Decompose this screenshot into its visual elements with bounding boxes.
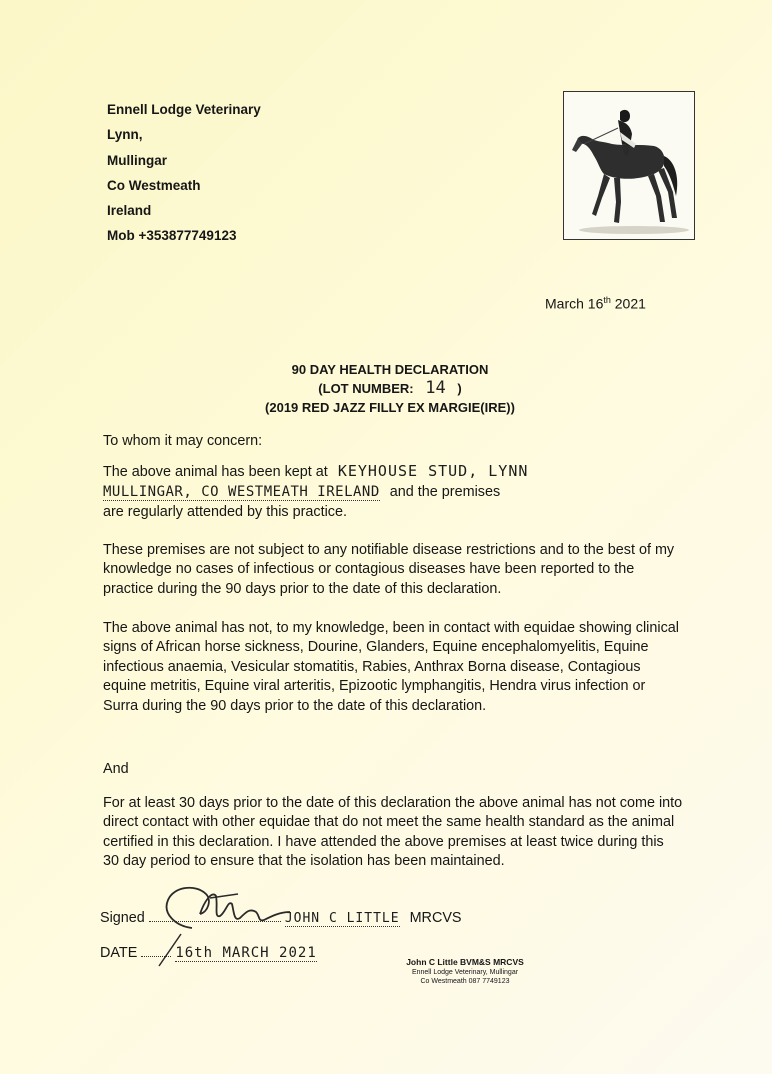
address-line: Co Westmeath — [107, 177, 201, 193]
handwritten-signature — [140, 878, 300, 938]
date-month-day: March 16 — [545, 295, 604, 312]
date-line — [100, 945, 317, 961]
practice-phone: Mob +353877749123 — [107, 228, 237, 244]
lot-number-line: (LOT NUMBER: 14 ) — [318, 378, 462, 398]
credential: MRCVS — [409, 910, 462, 926]
lot-number-handwritten: 14 — [425, 378, 446, 398]
vet-stamp — [385, 958, 545, 987]
date-handwritten: 16th MARCH 2021 — [175, 945, 317, 961]
stamp-name: John C Little BVM&S MRCVS — [406, 957, 524, 967]
letter-date — [545, 295, 646, 312]
location-handwritten-1: KEYHOUSE STUD, LYNN — [337, 462, 529, 480]
horse-jockey-icon — [564, 92, 694, 239]
declaration-heading — [230, 360, 550, 417]
signed-label: Signed — [100, 910, 145, 926]
date-year: 2021 — [614, 295, 646, 312]
disease-restrictions-paragraph: These premises are not subject to any notifiable disease restrictions and to the best of my knowledge no cases of infectious or contagious diseases have been reported to the practice during the 90 days prior to the date of this declaration. — [103, 542, 675, 597]
practice-name: Ennell Lodge Veterinary — [107, 102, 261, 117]
date-suffix: th — [603, 295, 611, 305]
premises-paragraph: The above animal has been kept at KEYHOUSE STUD, LYNN MULLINGAR, CO WESTMEATH IRELAND and the premises are regularly attended by this practice. — [103, 462, 529, 520]
and-connector: And — [103, 761, 129, 777]
address-line: Mullingar — [107, 152, 167, 168]
stamp-address: Ennell Lodge Veterinary, Mullingar — [411, 968, 519, 976]
date-pen-stroke — [155, 930, 195, 970]
address-line: Ireland — [107, 203, 152, 219]
practice-address — [107, 97, 261, 249]
date-label: DATE — [100, 945, 138, 961]
horse-logo — [563, 91, 695, 240]
salutation: To whom it may concern: — [103, 433, 263, 449]
location-handwritten-2: MULLINGAR, CO WESTMEATH IRELAND — [103, 484, 380, 501]
printed-name-handwritten: JOHN C LITTLE — [284, 911, 400, 926]
equidae-contact-paragraph: The above animal has not, to my knowledge, been in contact with equidae showing clinical signs of African horse sickness, Dourine, Glanders, Equine encephalomyelitis, Equine infectious anaemia, Vesicular stomatitis, Rabies, Anthrax Borna disease, Contagious equine metritis, Equine viral arteritis, Epizootic lymphangitis, Hendra virus infection or Surra during the 90 days prior to the date of this declaration. — [103, 620, 679, 714]
declaration-title: 90 DAY HEALTH DECLARATION — [291, 362, 489, 377]
stamp-phone: Co Westmeath 087 7749123 — [420, 978, 510, 985]
horse-description: (2019 RED JAZZ FILLY EX MARGIE(IRE)) — [265, 400, 515, 415]
isolation-paragraph: For at least 30 days prior to the date of this declaration the above animal has not come into direct contact with other equidae that do not meet the same health standard as the animal certified in this declaration. I have attended the above premises at least twice during this 30 day period to ensure that the isolation has been maintained. — [103, 795, 683, 870]
address-line: Lynn, — [107, 127, 143, 143]
